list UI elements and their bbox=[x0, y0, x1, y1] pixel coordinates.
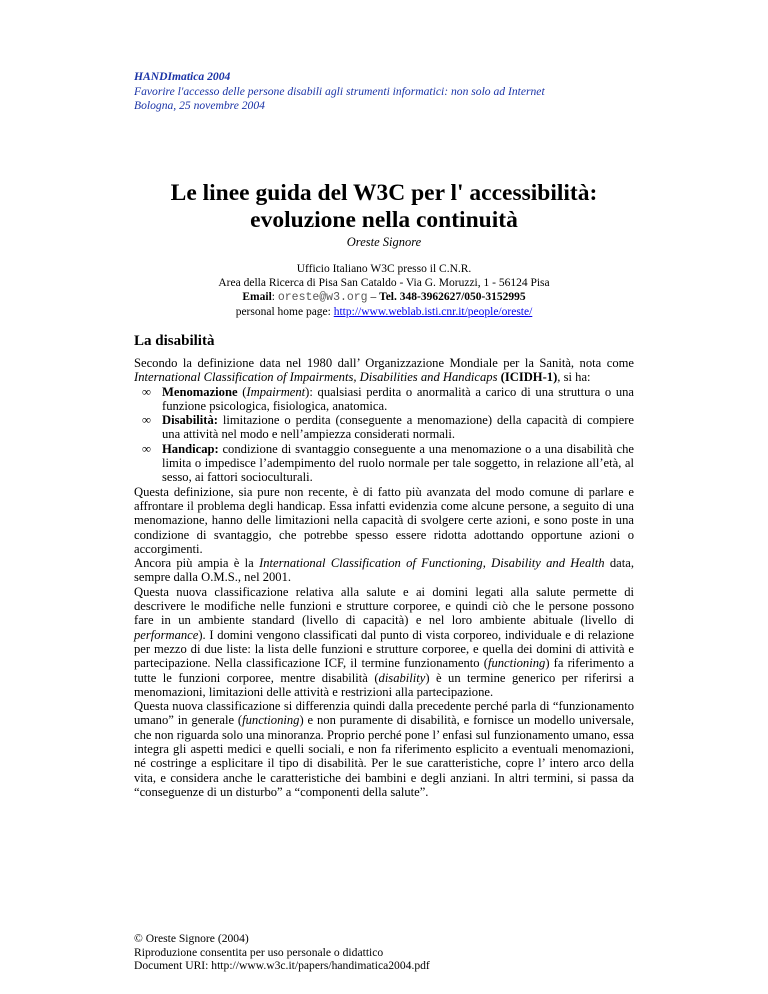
homepage-line bbox=[134, 305, 634, 319]
homepage-link[interactable]: http://www.weblab.isti.cnr.it/people/oreste/ bbox=[333, 306, 533, 318]
paragraph: Questa nuova classificazione relativa alla salute e ai domini legati alla salute permette di descrivere le modifiche nelle funzioni e strutture corporee, e quindi ciò che le persone possono fare in un ambiente standard (livello di capacità) e nel loro ambiente abituale (livello di performance). I domini vengono classificati dal punto di vista corporeo, individuale e di relazione per mezzo di due liste: la lista delle funzioni e strutture corporee, e quella dei domini di attività e partecipazione. Nella classificazione ICF, il termine funzionamento (functioning) fa riferimento a tutte le funzioni corporee, mentre disabilità (disability) è un termine generico per riferirsi a menomazioni, limitazioni delle attività e restrizioni alla partecipazione. bbox=[134, 584, 634, 699]
telephone: Tel. 348-3962627/050-3152995 bbox=[379, 291, 526, 303]
author-affiliation bbox=[134, 262, 634, 319]
conference-place-date: Bologna, 25 novembre 2004 bbox=[134, 99, 265, 112]
section-heading: La disabilità bbox=[134, 333, 215, 349]
icidh-title: International Classification of Impairments, Disabilities and Handicaps bbox=[134, 370, 498, 385]
infinity-bullet-icon: ∞ bbox=[142, 384, 151, 399]
infinity-bullet-icon: ∞ bbox=[142, 441, 151, 456]
list-item: ∞ Menomazione (Impairment): qualsiasi perdita o anormalità a carico di una struttura o una funzione psicologica, fisiologica, anatomica. bbox=[142, 384, 635, 413]
conference-subtitle: Favorire l'accesso delle persone disabili agli strumenti informatici: non solo ad Internet bbox=[134, 84, 545, 98]
homepage-label: personal home page: bbox=[235, 306, 331, 318]
intro-paragraph: Secondo la definizione data nel 1980 dall’ Organizzazione Mondiale per la Sanità, nota come International Classification of Impairments, Disabilities and Handicaps (ICIDH-1), si ha: bbox=[134, 356, 634, 385]
definition-list bbox=[134, 385, 634, 485]
affiliation-address: Area della Ricerca di Pisa San Cataldo - Via G. Moruzzi, 1 - 56124 Pisa bbox=[218, 277, 550, 289]
document-title bbox=[134, 180, 634, 234]
list-item: ∞ Disabilità: limitazione o perdita (conseguente a menomazione) della capacità di compiere una attività nel modo e nell’ampiezza considerati normali. bbox=[142, 413, 634, 442]
icidh-acronym: (ICIDH-1) bbox=[500, 370, 558, 385]
section-body bbox=[134, 356, 634, 799]
conference-name: HANDImatica 2004 bbox=[134, 70, 231, 83]
title-line-2: evoluzione nella continuità bbox=[250, 207, 518, 233]
paragraph: Ancora più ampia è la International Classification of Functioning, Disability and Health data, sempre dalla O.M.S., nel 2001. bbox=[134, 556, 634, 585]
title-line-1: Le linee guida del W3C per l' accessibilità: bbox=[170, 180, 598, 206]
reproduction-notice: Riproduzione consentita per uso personale o didattico bbox=[134, 945, 384, 959]
paragraph: Questa definizione, sia pure non recente, è di fatto più avanzata del modo comune di parlare e affrontare il problema degli handicap. Essa infatti evidenzia come alcune persone, a seguito di una menomazione, hanno delle limitazioni nella capacità di svolgere certe azioni, e sono poste in una condizione di svantaggio, che potrebbe spesso essere ridotta adottando opportune azioni o accorgimenti. bbox=[134, 484, 634, 556]
paragraph: Questa nuova classificazione si differenzia quindi dalla precedente perché parla di “funzionamento umano” in generale (functioning) e non puramente di disabilità, e fornisce un modello universale, che non riguarda solo una minoranza. Proprio perché pone l’ enfasi sul funzionamento umano, essa integra gli aspetti medici e quelli sociali, e non fa riferimento esplicito a eventuali menomazioni, né costringe a esplicitare il tipo di disabilità. Per le sue caratteristiche, copre l’ intero arco della vita, e considera anche le caratteristiche dei bambini e degli anziani. In altri termini, si passa da “conseguenze di un disturbo” a “componenti della salute”. bbox=[134, 699, 634, 799]
copyright-notice: © Oreste Signore (2004) bbox=[134, 932, 249, 945]
contact-line: Email: oreste@w3.org – Tel. 348-3962627/050-3152995 bbox=[242, 291, 526, 304]
affiliation-office: Ufficio Italiano W3C presso il C.N.R. bbox=[296, 263, 472, 275]
infinity-bullet-icon: ∞ bbox=[142, 413, 151, 428]
document-uri: Document URI: http://www.w3c.it/papers/handimatica2004.pdf bbox=[134, 959, 430, 973]
email-address[interactable]: oreste@w3.org bbox=[277, 291, 368, 304]
document-footer bbox=[134, 932, 430, 973]
list-item: ∞ Handicap: condizione di svantaggio conseguente a una menomazione o a una disabilità che limita o impedisce l’adempimento del ruolo normale per tale soggetto, in relazione all’età, al sesso, ai fattori socioculturali. bbox=[142, 441, 634, 485]
email-label: Email bbox=[242, 291, 272, 303]
author-name: Oreste Signore bbox=[346, 235, 422, 249]
icf-title: International Classification of Functioning, Disability and Health bbox=[259, 556, 605, 571]
conference-header bbox=[134, 70, 545, 114]
